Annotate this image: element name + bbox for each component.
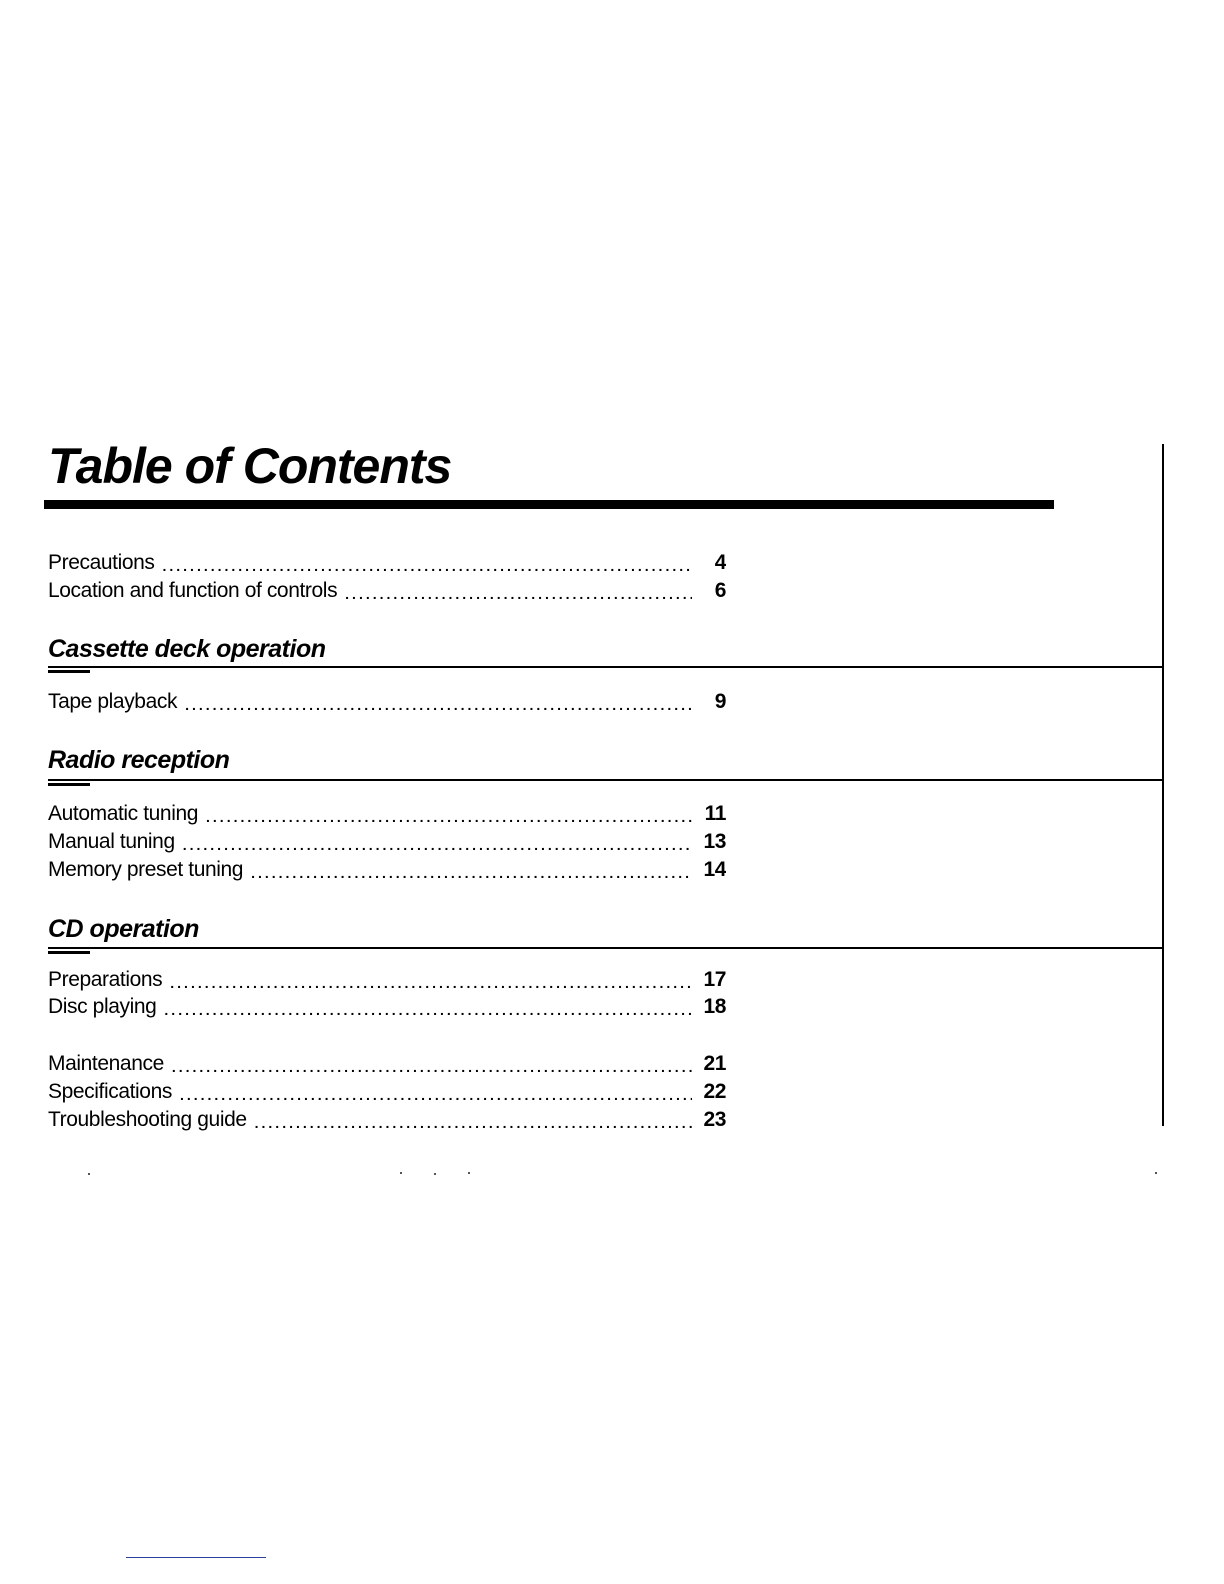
dot-leader — [164, 999, 692, 1021]
dot-leader — [251, 862, 692, 884]
title-rule — [44, 500, 1054, 509]
toc-entry-disc-playing[interactable] — [48, 993, 726, 1021]
toc-page-number: 13 — [703, 830, 726, 853]
toc-entry-label: Troubleshooting guide — [48, 1108, 247, 1131]
dot-leader — [180, 1084, 692, 1106]
dot-leader — [163, 555, 693, 577]
toc-entry-label: Automatic tuning — [48, 802, 199, 825]
toc-entry-label: Tape playback — [48, 690, 178, 713]
toc-entry-label: Manual tuning — [48, 830, 175, 853]
toc-page-number: 11 — [704, 802, 726, 825]
toc-page-number: 6 — [714, 579, 726, 602]
section-rule — [48, 947, 1164, 949]
section-heading-cd-operation: CD operation — [48, 915, 199, 943]
scan-speck — [400, 1172, 402, 1174]
toc-entry-label: Maintenance — [48, 1052, 164, 1075]
section-rule-accent — [48, 783, 90, 786]
toc-page-number: 14 — [703, 858, 726, 881]
toc-entry-automatic-tuning[interactable] — [48, 800, 726, 828]
section-rule-accent — [48, 670, 90, 673]
section-rule — [48, 779, 1164, 781]
toc-entry-label: Memory preset tuning — [48, 858, 244, 881]
toc-page-number: 22 — [703, 1080, 726, 1103]
dot-leader — [206, 806, 692, 828]
dot-leader — [172, 1056, 692, 1078]
toc-entry-label: Preparations — [48, 968, 163, 991]
dot-leader — [170, 972, 692, 994]
section-rule-accent — [48, 951, 90, 954]
dot-leader — [183, 834, 692, 856]
scan-speck — [88, 1173, 90, 1175]
section-heading-cassette-deck-operation: Cassette deck operation — [48, 635, 326, 663]
toc-entry-precautions[interactable] — [48, 549, 726, 577]
dot-leader — [255, 1112, 692, 1134]
right-margin-rule — [1162, 444, 1164, 1126]
dot-leader — [345, 583, 692, 605]
toc-entry-memory-preset-tuning[interactable] — [48, 856, 726, 884]
toc-entry-label: Disc playing — [48, 995, 157, 1018]
toc-entry-manual-tuning[interactable] — [48, 828, 726, 856]
toc-page-number: 18 — [703, 995, 726, 1018]
section-heading-radio-reception: Radio reception — [48, 746, 230, 774]
toc-entry-tape-playback[interactable] — [48, 688, 726, 716]
dot-leader — [185, 694, 692, 716]
toc-entry-specifications[interactable] — [48, 1078, 726, 1106]
toc-entry-label: Location and function of controls — [48, 579, 338, 602]
toc-page-number: 9 — [714, 690, 726, 713]
toc-page-number: 23 — [703, 1108, 726, 1131]
page-title: Table of Contents — [48, 438, 452, 494]
section-rule — [48, 666, 1164, 668]
toc-entry-label: Precautions — [48, 551, 155, 574]
scan-speck — [1155, 1172, 1157, 1174]
scan-speck — [434, 1173, 436, 1175]
bottom-rule — [126, 1557, 266, 1558]
toc-page-number: 4 — [714, 551, 726, 574]
scan-speck — [468, 1172, 470, 1174]
toc-page-number: 17 — [703, 968, 726, 991]
toc-page-number: 21 — [703, 1052, 726, 1075]
toc-entry-label: Specifications — [48, 1080, 172, 1103]
toc-entry-troubleshooting-guide[interactable] — [48, 1106, 726, 1134]
toc-entry-maintenance[interactable] — [48, 1050, 726, 1078]
toc-entry-location-and-function-of-controls[interactable] — [48, 577, 726, 605]
toc-entry-preparations[interactable] — [48, 966, 726, 994]
